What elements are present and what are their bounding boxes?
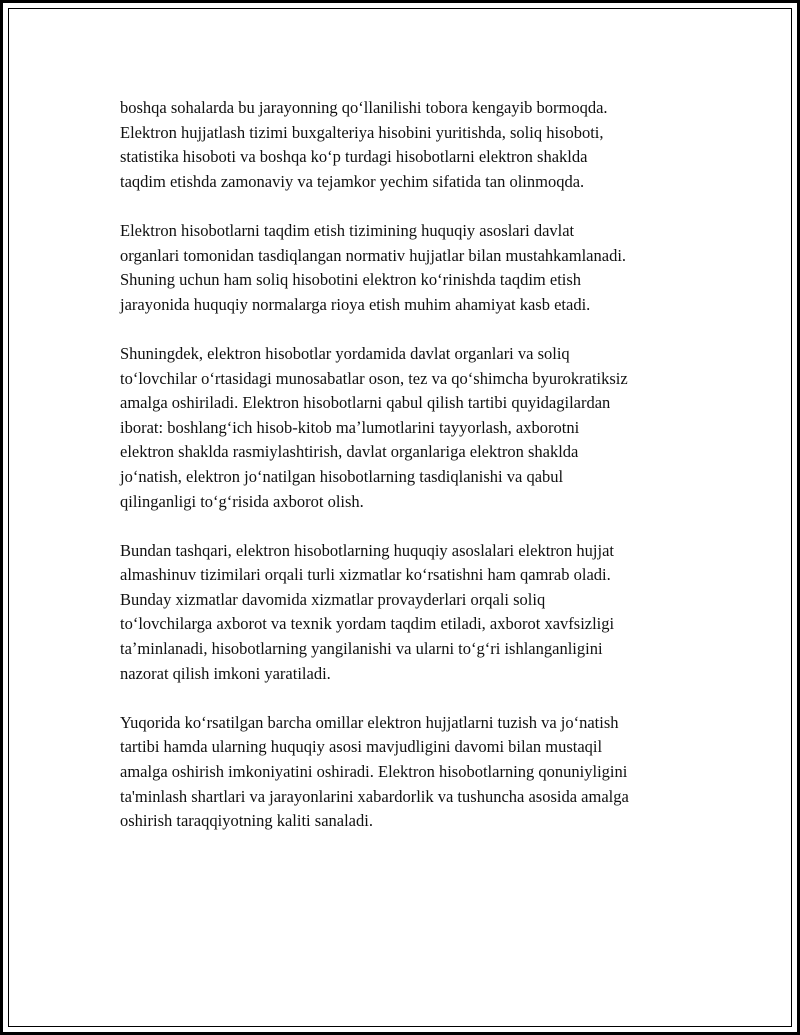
text-line: Yuqorida koʻrsatilgan barcha omillar elektron hujjatlarni tuzish va joʻnatish [120,712,619,732]
paragraph-5 [120,711,700,834]
text-line: oshirish taraqqiyotning kaliti sanaladi. [120,811,373,831]
text-line: Bundan tashqari, elektron hisobotlarning huquqiy asoslalari elektron hujjat [120,540,614,560]
text-line: Bunday xizmatlar davomida xizmatlar provayderlari orqali soliq [120,589,546,609]
paragraph-2 [120,219,700,317]
text-line: nazorat qilish imkoni yaratiladi. [120,663,331,683]
text-line: toʻlovchilarga axborot va texnik yordam taqdim etiladi, axborot xavfsizligi [120,614,615,634]
paragraph-1 [120,96,700,194]
text-line: Elektron hujjatlash tizimi buxgalteriya hisobini yuritishda, soliq hisoboti, [120,122,604,142]
text-line: Shuning uchun ham soliq hisobotini elektron koʻrinishda taqdim etish [120,270,582,290]
text-line: almashinuv tizimilari orqali turli xizmatlar koʻrsatishni ham qamrab oladi. [120,565,611,585]
text-line: toʻlovchilar oʻrtasidagi munosabatlar oson, tez va qoʻshimcha byurokratiksiz [120,368,628,388]
text-line: taʼminlanadi, hisobotlarning yangilanishi va ularni toʻgʻri ishlanganligini [120,639,603,659]
text-line: taqdim etishda zamonaviy va tejamkor yechim sifatida tan olinmoqda. [120,171,585,191]
text-line: Elektron hisobotlarni taqdim etish tizimining huquqiy asoslari davlat [120,220,575,240]
paragraph-3 [120,342,700,514]
text-line: amalga oshiriladi. Elektron hisobotlarni qabul qilish tartibi quyidagilardan [120,393,611,413]
text-line: iborat: boshlangʻich hisob-kitob maʼlumotlarini tayyorlash, axborotni [120,417,580,437]
text-line: jarayonida huquqiy normalarga rioya etish muhim ahamiyat kasb etadi. [120,294,591,314]
text-line: tartibi hamda ularning huquqiy asosi mavjudligini davomi bilan mustaqil [120,737,603,757]
text-line: elektron shaklda rasmiylashtirish, davlat organlariga elektron shaklda [120,442,579,462]
paragraph-4 [120,539,700,687]
text-line: boshqa sohalarda bu jarayonning qoʻllanilishi tobora kengayib bormoqda. [120,98,608,117]
text-line: organlari tomonidan tasdiqlangan normativ hujjatlar bilan mustahkamlanadi. [120,245,627,265]
text-line: statistika hisoboti va boshqa koʻp turdagi hisobotlarni elektron shaklda [120,147,588,167]
document-body [120,96,700,858]
text-line: ta'minlash shartlari va jarayonlarini xabardorlik va tushuncha asosida amalga [120,786,629,806]
text-line: amalga oshirish imkoniyatini oshiradi. Elektron hisobotlarning qonuniyligini [120,762,628,782]
text-line: joʻnatish, elektron joʻnatilgan hisobotlarning tasdiqlanishi va qabul [120,466,564,486]
text-line: qilinganligi toʻgʻrisida axborot olish. [120,491,364,511]
text-line: Shuningdek, elektron hisobotlar yordamida davlat organlari va soliq [120,343,570,363]
